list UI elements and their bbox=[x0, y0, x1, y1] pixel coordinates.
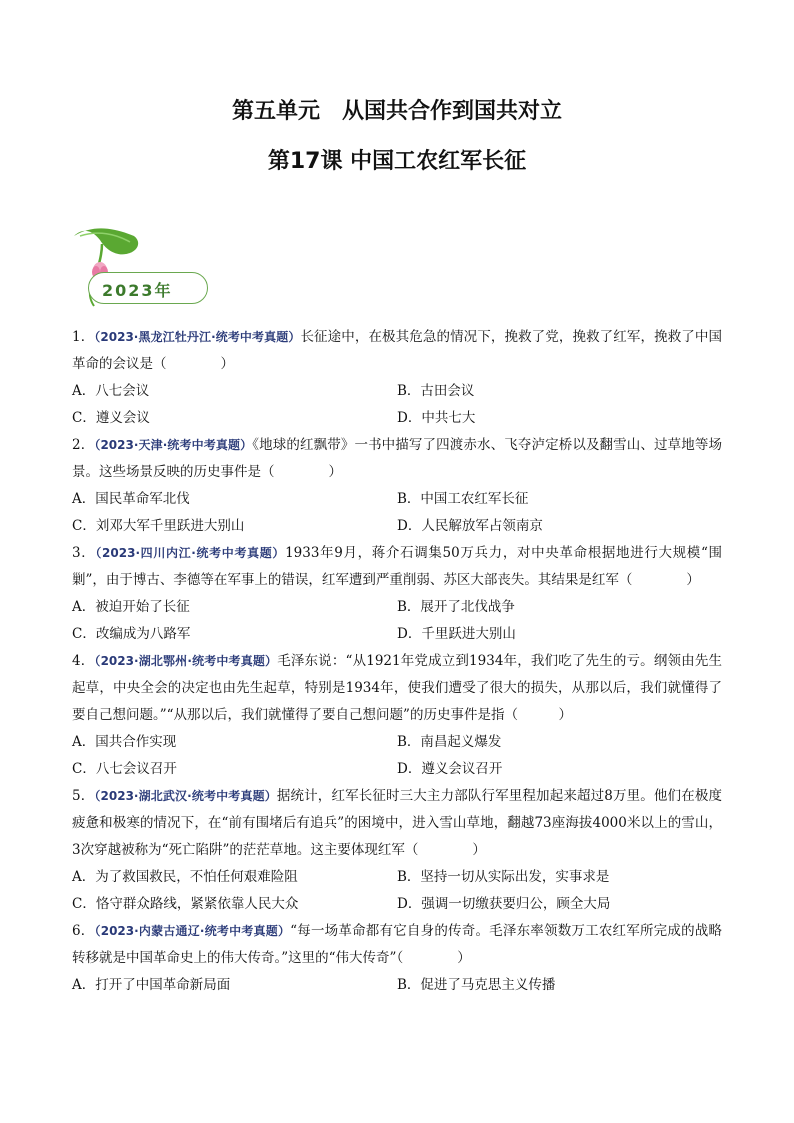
question-1 bbox=[72, 324, 722, 432]
year-badge bbox=[72, 222, 212, 312]
option-c[interactable]: C．刘邓大军千里跃进大别山 bbox=[72, 518, 245, 534]
question-source: （2023·内蒙古通辽·统考中考真题） bbox=[94, 924, 291, 938]
option-b[interactable]: B．中国工农红军长征 bbox=[397, 491, 529, 507]
question-stem: “每一场革命都有它自身的传奇。毛泽东率领数万工农红军所完成的战略转移就是中国革命史上的伟大传奇。”这里的“伟大传奇”（ ） bbox=[72, 923, 722, 966]
option-b[interactable]: B．促进了马克思主义传播 bbox=[397, 977, 556, 993]
option-a[interactable]: A．打开了中国革命新局面 bbox=[72, 977, 231, 993]
question-stem: 长征途中，在极其危急的情况下，挽救了党，挽救了红军，挽救了中国革命的会议是（ ） bbox=[72, 329, 722, 372]
option-a[interactable]: A．八七会议 bbox=[72, 383, 150, 399]
question-number: 3． bbox=[72, 545, 96, 561]
option-d[interactable]: D．千里跃进大别山 bbox=[397, 626, 516, 642]
option-b[interactable]: B．展开了北伐战争 bbox=[397, 599, 515, 615]
question-source: （2023·湖北鄂州·统考中考真题） bbox=[94, 654, 278, 668]
question-source: （2023·湖北武汉·统考中考真题） bbox=[94, 789, 277, 803]
option-d[interactable]: D．遵义会议召开 bbox=[397, 761, 503, 777]
question-source: （2023·天津·统考中考真题） bbox=[94, 438, 253, 452]
question-4 bbox=[72, 648, 722, 783]
question-6 bbox=[72, 918, 722, 999]
option-c[interactable]: C．八七会议召开 bbox=[72, 761, 177, 777]
question-number: 2． bbox=[72, 437, 95, 453]
year-label: 2023年 bbox=[102, 281, 173, 300]
question-source: （2023·四川内江·统考中考真题） bbox=[95, 546, 286, 560]
option-b[interactable]: B．南昌起义爆发 bbox=[397, 734, 502, 750]
question-source: （2023·黑龙江牡丹江·统考中考真题） bbox=[94, 330, 301, 344]
question-stem: 据统计，红军长征时三大主力部队行军里程加起来超过8万里。他们在极度疲惫和极寒的情况下，在“前有围堵后有追兵”的困境中，进入雪山草地，翻越73座海拔4000米以上的雪山，3次穿越被称为“死亡陷阱”的茫茫草地。这主要体现红军（ ） bbox=[72, 788, 722, 858]
option-a[interactable]: A．为了救国救民，不怕任何艰难险阻 bbox=[72, 869, 298, 885]
option-a[interactable]: A．国民革命军北伐 bbox=[72, 491, 190, 507]
option-a[interactable]: A．被迫开始了长征 bbox=[72, 599, 190, 615]
question-number: 4． bbox=[72, 653, 95, 669]
question-list bbox=[72, 324, 722, 999]
question-number: 1． bbox=[72, 329, 95, 345]
option-c[interactable]: C．改编成为八路军 bbox=[72, 626, 191, 642]
question-number: 5． bbox=[72, 788, 95, 804]
unit-title: 第五单元 从国共合作到国共对立 bbox=[231, 99, 562, 124]
question-2 bbox=[72, 432, 722, 540]
option-d[interactable]: D．强调一切缴获要归公，顾全大局 bbox=[397, 896, 611, 912]
option-d[interactable]: D．中共七大 bbox=[397, 410, 476, 426]
option-d[interactable]: D．人民解放军占领南京 bbox=[397, 518, 543, 534]
question-5 bbox=[72, 783, 722, 918]
question-stem: 毛泽东说：“从1921年党成立到1934年，我们吃了先生的亏。纲领由先生起草，中央全会的决定也由先生起草，特别是1934年，使我们遭受了很大的损失，从那以后，我们就懂得了要自己想问题。”“从那以后，我们就懂得了要自己想问题”的历史事件是指（ ） bbox=[72, 653, 722, 723]
question-number: 6． bbox=[72, 923, 95, 939]
option-a[interactable]: A．国共合作实现 bbox=[72, 734, 177, 750]
question-stem: 1933年9月，蒋介石调集50万兵力，对中央革命根据地进行大规模“围剿”，由于博古、李德等在军事上的错误，红军遭到严重削弱、苏区大部丧失。其结果是红军（ ） bbox=[72, 545, 722, 588]
question-stem: 《地球的红飘带》一书中描写了四渡赤水、飞夺泸定桥以及翻雪山、过草地等场景。这些场景反映的历史事件是（ ） bbox=[72, 437, 722, 480]
option-c[interactable]: C．遵义会议 bbox=[72, 410, 150, 426]
question-3 bbox=[72, 540, 722, 648]
option-b[interactable]: B．古田会议 bbox=[397, 383, 475, 399]
lesson-title: 第17课 中国工农红军长征 bbox=[267, 149, 527, 174]
option-c[interactable]: C．恪守群众路线，紧紧依靠人民大众 bbox=[72, 896, 299, 912]
option-b[interactable]: B．坚持一切从实际出发，实事求是 bbox=[397, 869, 610, 885]
